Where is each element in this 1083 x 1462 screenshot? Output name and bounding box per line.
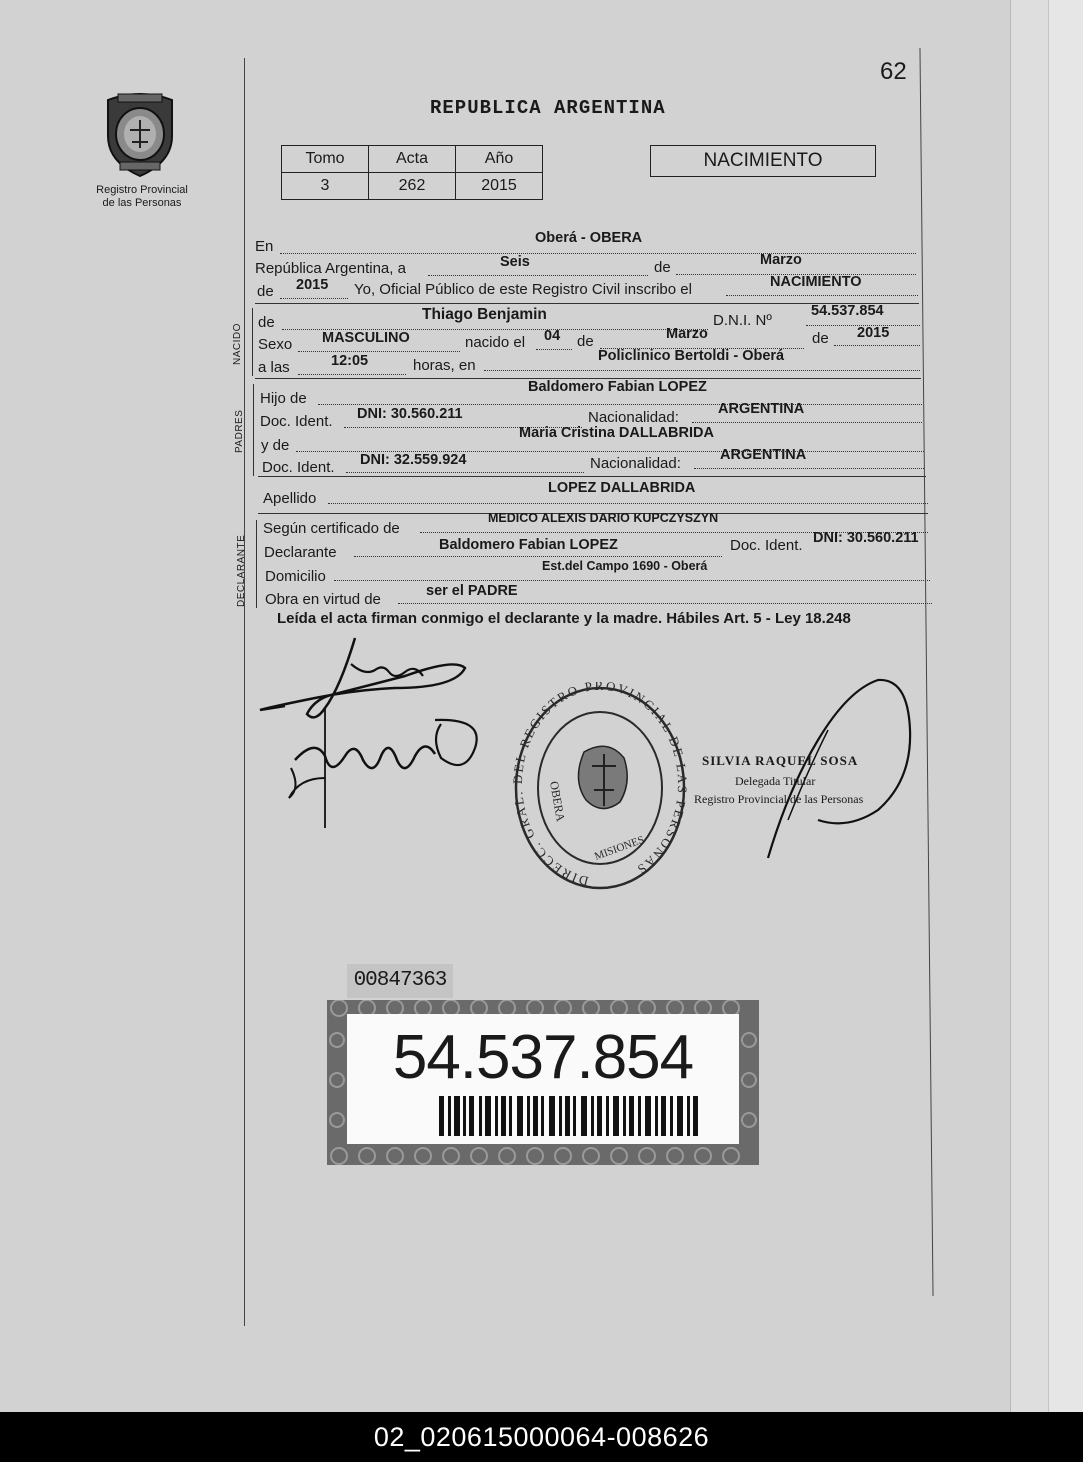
field-sex: MASCULINO <box>322 330 410 346</box>
dotted-line <box>334 580 930 581</box>
page-number: 62 <box>880 58 907 85</box>
label-dni: D.N.I. Nº <box>713 312 772 329</box>
label-declarante: Declarante <box>264 544 337 561</box>
registry-line-2: de las Personas <box>102 197 182 209</box>
side-label-padres: PADRES <box>234 409 245 453</box>
dotted-line <box>298 351 460 352</box>
dotted-line <box>298 374 406 375</box>
label-obra: Obra en virtud de <box>265 591 381 608</box>
field-child-dni: 54.537.854 <box>811 303 884 319</box>
field-certificate: MEDICO ALEXIS DARIO KUPCZYSZYN <box>488 511 719 525</box>
dotted-line <box>318 404 922 405</box>
section-divider <box>258 476 926 477</box>
dotted-line <box>692 422 922 423</box>
record-table-value-row <box>282 173 543 200</box>
label-republica: República Argentina, a <box>255 260 406 277</box>
stamp-inner-bottom: MISIONES <box>592 833 646 863</box>
dotted-line <box>484 370 920 371</box>
label-en: En <box>255 238 274 255</box>
side-label-nacido: NACIDO <box>232 323 243 365</box>
field-address: Est.del Campo 1690 - Oberá <box>542 559 708 573</box>
field-place: Oberá - OBERA <box>535 230 643 246</box>
record-value-anio: 2015 <box>456 173 543 200</box>
field-birth-day: 04 <box>544 328 561 344</box>
field-father-nationality: ARGENTINA <box>718 401 805 417</box>
label-nacionalidad: Nacionalidad: <box>588 409 679 426</box>
field-birth-time: 12:05 <box>331 353 369 369</box>
dotted-line <box>398 603 932 604</box>
record-value-tomo: 3 <box>282 173 369 200</box>
stamp-inner-top: OBERA <box>547 780 568 823</box>
right-margin-line <box>919 48 933 1296</box>
label-face <box>347 1014 739 1144</box>
legal-text: Leída el acta firman conmigo el declarante y la madre. Hábiles Art. 5 - Ley 18.248 <box>277 610 851 627</box>
field-father-doc: DNI: 30.560.211 <box>357 406 463 422</box>
label-de-year: de <box>257 283 274 300</box>
stamp-ring-text: DIRECC. GRAL. DEL REGISTRO PROVINCIAL DE LAS PERSONAS <box>510 682 690 889</box>
field-father-name: Baldomero Fabian LOPEZ <box>528 379 707 395</box>
document-title: REPUBLICA ARGENTINA <box>430 97 666 119</box>
label-de-name: de <box>258 314 275 331</box>
label-domicilio: Domicilio <box>265 568 326 585</box>
field-day-words: Seis <box>500 254 530 270</box>
label-doc-ident: Doc. Ident. <box>260 413 333 430</box>
sheet-edge-outer <box>1048 0 1083 1412</box>
record-header-anio: Año <box>456 146 543 173</box>
section-bracket <box>252 308 253 376</box>
label-nacionalidad-2: Nacionalidad: <box>590 455 681 472</box>
section-bracket <box>253 384 254 476</box>
field-inscription: NACIMIENTO <box>770 274 862 290</box>
identity-barcode-label <box>327 1000 759 1165</box>
official-role: Delegada Titular <box>735 774 816 788</box>
label-hijo-de: Hijo de <box>260 390 307 407</box>
official-org: Registro Provincial de las Personas <box>694 792 864 806</box>
field-mother-nationality: ARGENTINA <box>720 447 807 463</box>
serial-number: 00847363 <box>347 964 453 998</box>
dotted-line <box>280 253 916 254</box>
label-apellido: Apellido <box>263 490 317 507</box>
label-doc-ident-3: Doc. Ident. <box>730 537 803 554</box>
record-header-tomo: Tomo <box>282 146 369 173</box>
label-id-number: 54.537.854 <box>392 1023 694 1092</box>
field-month: Marzo <box>760 252 802 268</box>
field-mother-doc: DNI: 32.559.924 <box>360 452 467 468</box>
label-sexo: Sexo <box>258 336 293 353</box>
registry-caption <box>80 184 204 210</box>
official-name: SILVIA RAQUEL SOSA <box>702 753 859 768</box>
section-bracket <box>256 520 257 608</box>
dotted-line <box>328 503 928 504</box>
dotted-line <box>834 345 920 346</box>
field-year: 2015 <box>296 277 329 293</box>
field-capacity: ser el PADRE <box>426 583 518 599</box>
field-child-name: Thiago Benjamin <box>422 306 547 323</box>
field-declarant: Baldomero Fabian LOPEZ <box>439 537 618 553</box>
label-de: de <box>654 259 671 276</box>
record-table <box>281 145 543 200</box>
record-value-acta: 262 <box>369 173 456 200</box>
field-birth-place: Policlinico Bertoldi - Oberá <box>598 348 785 364</box>
label-de-3: de <box>812 330 829 347</box>
field-surname: LOPEZ DALLABRIDA <box>548 480 696 496</box>
label-doc-ident-2: Doc. Ident. <box>262 459 335 476</box>
dotted-line <box>726 295 918 296</box>
registry-line-1: Registro Provincial <box>96 184 188 196</box>
record-header-acta: Acta <box>369 146 456 173</box>
record-table-header-row <box>282 146 543 173</box>
dotted-line <box>280 298 348 299</box>
province-emblem-icon <box>100 90 180 178</box>
field-declarant-doc: DNI: 30.560.211 <box>813 530 919 546</box>
dotted-line <box>694 468 924 469</box>
dotted-line <box>346 472 584 473</box>
label-de-2: de <box>577 333 594 350</box>
official-stamp-icon <box>510 682 690 894</box>
field-mother-name: Maria Cristina DALLABRIDA <box>519 425 714 441</box>
label-y-de: y de <box>261 437 290 454</box>
label-nacido-el: nacido el <box>465 334 526 351</box>
label-horas-en: horas, en <box>413 357 476 374</box>
label-yo-oficial: Yo, Oficial Público de este Registro Civil inscribo el <box>354 281 692 298</box>
barcode-icon <box>439 1096 699 1136</box>
label-segun-cert: Según certificado de <box>263 520 400 537</box>
declarant-signature-icon <box>255 628 485 828</box>
dotted-line <box>354 556 722 557</box>
left-margin-line <box>244 58 245 1326</box>
dotted-line <box>428 275 648 276</box>
dotted-line <box>536 349 572 350</box>
field-birth-year: 2015 <box>857 325 890 341</box>
scan-footer-code: 02_020615000064-008626 <box>0 1412 1083 1462</box>
label-a-las: a las <box>258 359 290 376</box>
record-type-box: NACIMIENTO <box>650 145 876 177</box>
field-birth-month: Marzo <box>666 326 708 342</box>
side-label-declarante: DECLARANTE <box>236 534 247 607</box>
